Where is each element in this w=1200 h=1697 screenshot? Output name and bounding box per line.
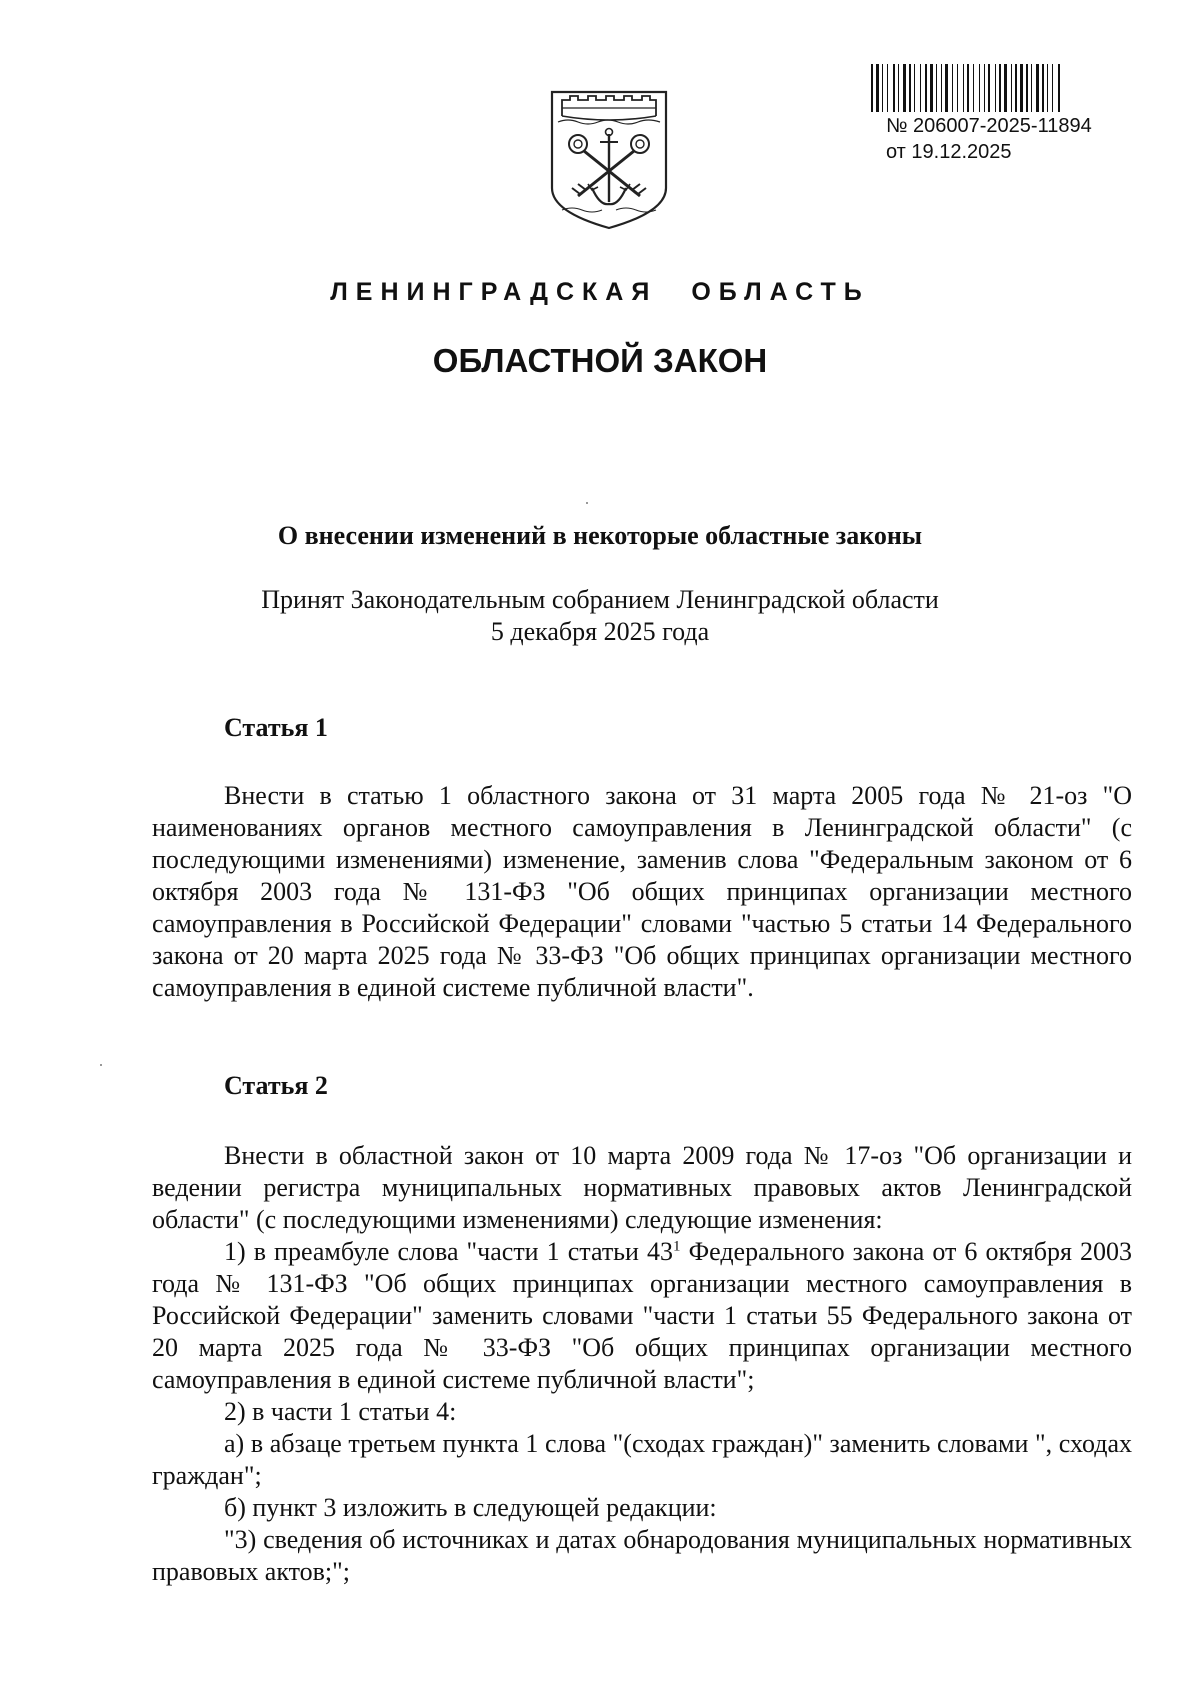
barcode-bar — [999, 64, 1001, 112]
article-1-heading: Статья 1 — [224, 713, 328, 742]
coat-of-arms-icon — [548, 88, 670, 232]
registration-number: № 206007-2025-11894 — [886, 115, 1092, 137]
barcode-bar — [909, 64, 911, 112]
article-1-paragraph: Внести в статью 1 областного закона от 31 марта 2005 года № 21-оз "О наименованиях органов местного самоуправления в Ленинградской области" (с последующими изменениями) изменение, заменив слова "Федеральным законом от 6 октября 2003 года № 131-ФЗ "Об общих принципах организации местного самоуправления в Российской Федерации" словами "частью 5 статьи 14 Федерального закона от 20 марта 2025 года № 33-ФЗ "Об общих принципах организации местного самоуправления в единой системе публичной власти". — [152, 781, 1132, 1002]
barcode-bar — [1020, 64, 1023, 112]
barcode-bar — [1004, 64, 1007, 112]
barcode-bar — [941, 64, 942, 112]
barcode-bar — [1036, 64, 1039, 112]
barcode-bar — [952, 64, 953, 112]
barcode-bar — [930, 64, 933, 112]
scan-speck — [586, 502, 588, 504]
barcode-bar — [914, 64, 915, 112]
barcode-bar — [945, 64, 948, 112]
article-2-body — [152, 1140, 1132, 1588]
barcode-bar — [887, 64, 888, 112]
article-2-intro: Внести в областной закон от 10 марта 2009 года № 17-оз "Об организации и ведении регистра муниципальных нормативных правовых актов Ленинградской области" (с последующими изменениями) следующие изменения: — [152, 1141, 1132, 1234]
article-2-heading: Статья 2 — [224, 1071, 328, 1100]
barcode-bar — [925, 64, 927, 112]
adoption-note — [0, 584, 1200, 648]
region-word-1: ЛЕНИНГРАДСКАЯ — [330, 278, 658, 306]
barcode-bar — [984, 64, 985, 112]
barcode-bar — [871, 64, 873, 112]
barcode-bar — [1058, 64, 1060, 112]
barcode-bar — [1011, 64, 1012, 112]
article-2-item-2: 2) в части 1 статьи 4: — [224, 1397, 457, 1426]
barcode-bar — [893, 64, 895, 112]
article-1-body — [152, 780, 1132, 1004]
adoption-line-1: Принят Законодательным собранием Ленинградской области — [261, 585, 939, 614]
barcode-bar — [967, 64, 969, 112]
barcode-bar — [1015, 64, 1017, 112]
scan-speck — [100, 1064, 102, 1066]
barcode-bar — [979, 64, 980, 112]
barcode-bar — [903, 64, 906, 112]
barcode-bar — [1052, 64, 1053, 112]
region-word-2: ОБЛАСТЬ — [691, 278, 870, 306]
document-type: ОБЛАСТНОЙ ЗАКОН — [432, 342, 768, 379]
barcode-bar — [957, 64, 958, 112]
article-2-item-2b-quote: "3) сведения об источниках и датах обнародования муниципальных нормативных правовых актов;"; — [152, 1525, 1132, 1586]
barcode-bar — [1042, 64, 1044, 112]
barcode-bar — [995, 64, 996, 112]
item-1-text-start: 1) в преамбуле слова "части 1 статьи 43 — [224, 1237, 674, 1266]
registration-date: от 19.12.2025 — [886, 141, 1012, 163]
article-2-item-2b: б) пункт 3 изложить в следующей редакции: — [224, 1493, 717, 1522]
law-title: О внесении изменений в некоторые областные законы — [277, 521, 923, 550]
barcode-bar — [988, 64, 990, 112]
article-2-item-2a: а) в абзаце третьем пункта 1 слова "(сходах граждан)" заменить словами ", сходах граждан"; — [152, 1429, 1132, 1490]
barcode-bar — [876, 64, 879, 112]
adoption-line-2: 5 декабря 2025 года — [490, 617, 710, 646]
item-1-text-end: Федерального закона от 6 октября 2003 года № 131-ФЗ "Об общих принципах организации местного самоуправления в Российской Федерации" заменить словами "части 1 статьи 55 Федерального закона от 20 марта 2025 года № 33-ФЗ "Об общих принципах организации местного самоуправления в единой системе публичной власти"; — [152, 1237, 1132, 1394]
barcode-bar — [920, 64, 921, 112]
barcode-bar — [1026, 64, 1028, 112]
barcode-bar — [973, 64, 974, 112]
item-1-superscript: 1 — [673, 1238, 681, 1255]
region-heading — [0, 278, 1200, 307]
barcode-bar — [963, 64, 964, 112]
article-2-item-1 — [152, 1236, 1132, 1396]
barcode-bar — [882, 64, 883, 112]
barcode-bar — [936, 64, 937, 112]
barcode-bar — [1031, 64, 1032, 112]
barcode — [870, 64, 1122, 112]
barcode-bar — [898, 64, 899, 112]
barcode-bar — [1047, 64, 1048, 112]
